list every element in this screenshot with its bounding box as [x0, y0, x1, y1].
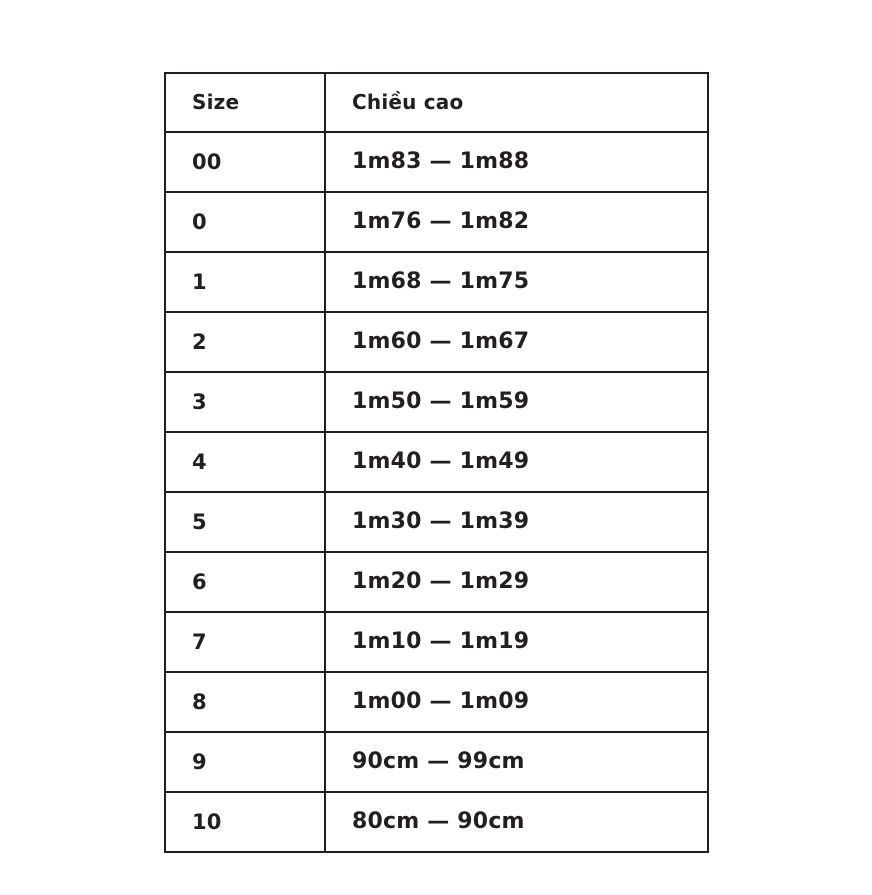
cell-size-label: 9 — [192, 750, 207, 774]
cell-height — [325, 552, 708, 612]
table-header — [165, 73, 708, 132]
cell-height-label: 90cm — 99cm — [352, 749, 525, 774]
cell-size — [165, 192, 325, 252]
cell-height-label: 1m60 — 1m67 — [352, 329, 530, 354]
cell-height-label: 1m68 — 1m75 — [352, 269, 530, 294]
column-header-height — [325, 73, 708, 132]
cell-height — [325, 672, 708, 732]
column-header-height-label: Chiều cao — [352, 90, 464, 114]
cell-size — [165, 312, 325, 372]
cell-height — [325, 312, 708, 372]
table-row — [165, 552, 708, 612]
table-body — [165, 132, 708, 852]
table-row — [165, 492, 708, 552]
cell-height-label: 1m83 — 1m88 — [352, 149, 530, 174]
cell-height — [325, 492, 708, 552]
table-header-row — [165, 73, 708, 132]
cell-size — [165, 252, 325, 312]
cell-height-label: 1m10 — 1m19 — [352, 629, 530, 654]
cell-size-label: 0 — [192, 210, 207, 234]
table-row — [165, 312, 708, 372]
cell-height — [325, 132, 708, 192]
cell-size-label: 8 — [192, 690, 207, 714]
cell-height — [325, 252, 708, 312]
cell-size — [165, 672, 325, 732]
cell-size-label: 6 — [192, 570, 207, 594]
cell-height-label: 80cm — 90cm — [352, 809, 525, 834]
cell-size-label: 5 — [192, 510, 207, 534]
cell-size-label: 10 — [192, 810, 222, 834]
cell-height-label: 1m76 — 1m82 — [352, 209, 530, 234]
cell-height-label: 1m20 — 1m29 — [352, 569, 530, 594]
cell-height-label: 1m40 — 1m49 — [352, 449, 530, 474]
cell-size-label: 7 — [192, 630, 207, 654]
table-row — [165, 192, 708, 252]
cell-size — [165, 372, 325, 432]
cell-size-label: 00 — [192, 150, 222, 174]
cell-size — [165, 492, 325, 552]
cell-height — [325, 192, 708, 252]
table-row — [165, 732, 708, 792]
cell-size-label: 2 — [192, 330, 207, 354]
cell-size — [165, 792, 325, 852]
table-row — [165, 432, 708, 492]
table-row — [165, 672, 708, 732]
cell-size-label: 1 — [192, 270, 207, 294]
cell-size — [165, 132, 325, 192]
cell-size-label: 3 — [192, 390, 207, 414]
cell-size — [165, 612, 325, 672]
table-row — [165, 612, 708, 672]
column-header-size-label: Size — [192, 90, 240, 114]
cell-size — [165, 432, 325, 492]
cell-height-label: 1m50 — 1m59 — [352, 389, 530, 414]
cell-size-label: 4 — [192, 450, 207, 474]
cell-height-label: 1m30 — 1m39 — [352, 509, 530, 534]
size-chart-table — [164, 72, 709, 853]
table-row — [165, 132, 708, 192]
table-row — [165, 252, 708, 312]
cell-size — [165, 732, 325, 792]
table-row — [165, 792, 708, 852]
size-chart — [164, 72, 707, 853]
cell-height — [325, 792, 708, 852]
cell-height — [325, 432, 708, 492]
cell-height — [325, 612, 708, 672]
cell-height — [325, 732, 708, 792]
cell-height-label: 1m00 — 1m09 — [352, 689, 530, 714]
column-header-size — [165, 73, 325, 132]
table-row — [165, 372, 708, 432]
cell-height — [325, 372, 708, 432]
cell-size — [165, 552, 325, 612]
